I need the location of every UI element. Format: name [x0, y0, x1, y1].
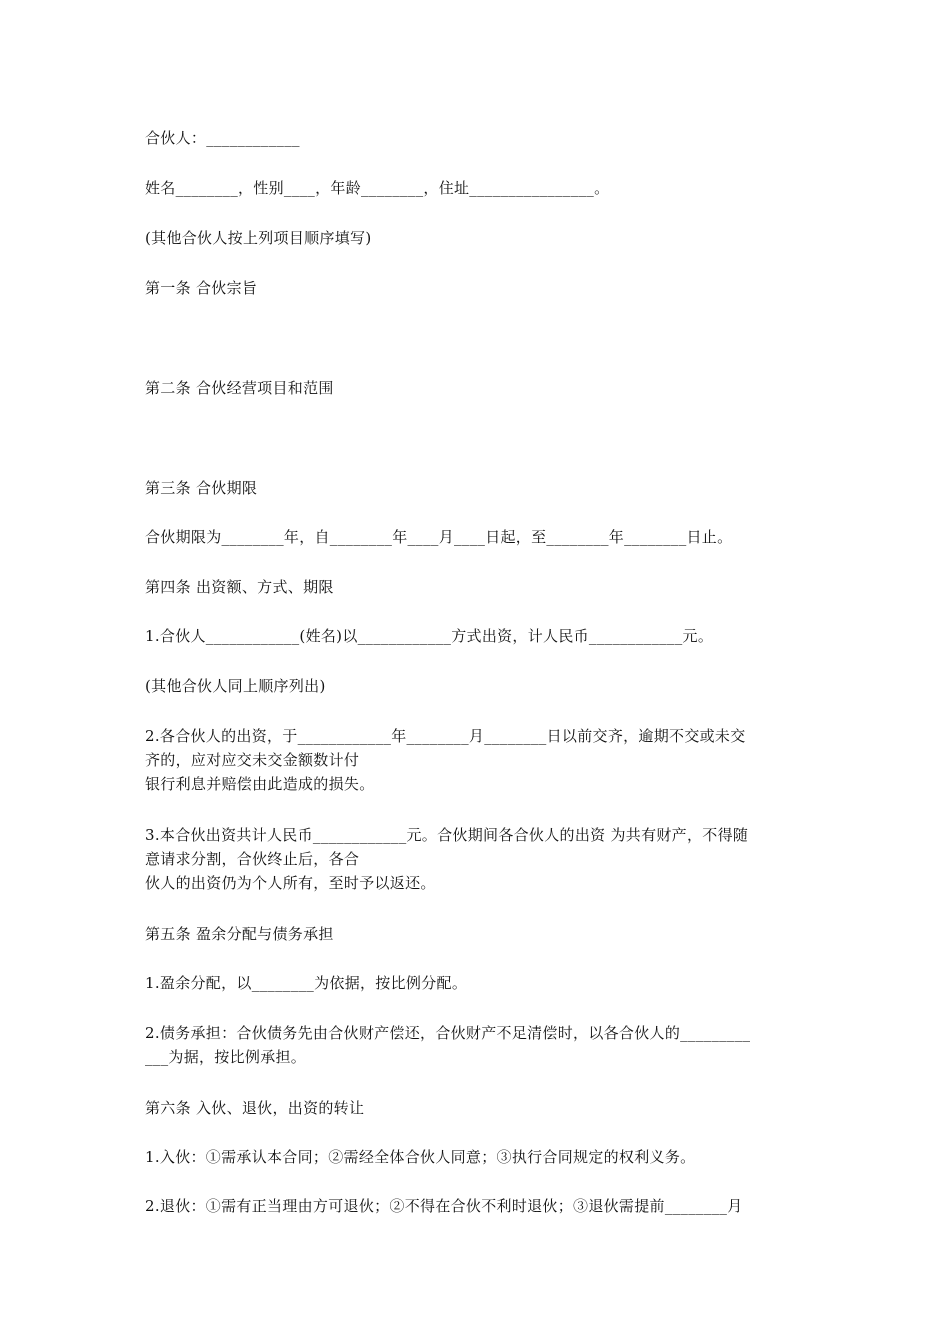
article5-item1: 1.盈余分配，以________为依据，按比例分配。 [145, 974, 468, 992]
article4-item2-line1: 2.各合伙人的出资，于____________年________月________日以前交齐，逾期不交或未交 [145, 727, 746, 745]
partner-note: (其他合伙人按上列项目顺序填写) [145, 229, 372, 247]
article6-title: 第六条 入伙、退伙，出资的转让 [145, 1099, 365, 1117]
article2-title: 第二条 合伙经营项目和范围 [145, 379, 334, 397]
article4-item2-line3: 银行利息并赔偿由此造成的损失。 [145, 775, 375, 793]
article1-title: 第一条 合伙宗旨 [145, 279, 258, 297]
article4-item3-line2: 意请求分割，合伙终止后，各合 [145, 850, 360, 868]
article5-title: 第五条 盈余分配与债务承担 [145, 925, 334, 943]
article4-item1: 1.合伙人____________(姓名)以____________方式出资，计人民币____________元。 [145, 627, 714, 645]
article5-item2-line2: ___为据，按比例承担。 [145, 1048, 307, 1066]
article6-item1: 1.入伙：①需承认本合同；②需经全体合伙人同意；③执行合同规定的权利义务。 [145, 1148, 696, 1166]
article3-text: 合伙期限为________年，自________年____月____日起，至________年________日止。 [145, 528, 733, 546]
partner-header: 合伙人：____________ [145, 129, 300, 147]
article4-note: (其他合伙人同上顺序列出) [145, 677, 326, 695]
article5-item2-line1: 2.债务承担：合伙债务先由合伙财产偿还，合伙财产不足清偿时，以各合伙人的_________ [145, 1024, 751, 1042]
partner-fields: 姓名________，性别____，年龄________，住址________________。 [145, 179, 610, 197]
article4-title: 第四条 出资额、方式、期限 [145, 578, 334, 596]
article4-item3-line3: 伙人的出资仍为个人所有，至时予以返还。 [145, 874, 436, 892]
article4-item2-line2: 齐的，应对应交未交金额数计付 [145, 751, 360, 769]
article4-item3-line1: 3.本合伙出资共计人民币____________元。合伙期间各合伙人的出资 为共有财产，不得随 [145, 826, 749, 844]
article6-item2: 2.退伙：①需有正当理由方可退伙；②不得在合伙不利时退伙；③退伙需提前________月 [145, 1197, 743, 1215]
article3-title: 第三条 合伙期限 [145, 479, 258, 497]
